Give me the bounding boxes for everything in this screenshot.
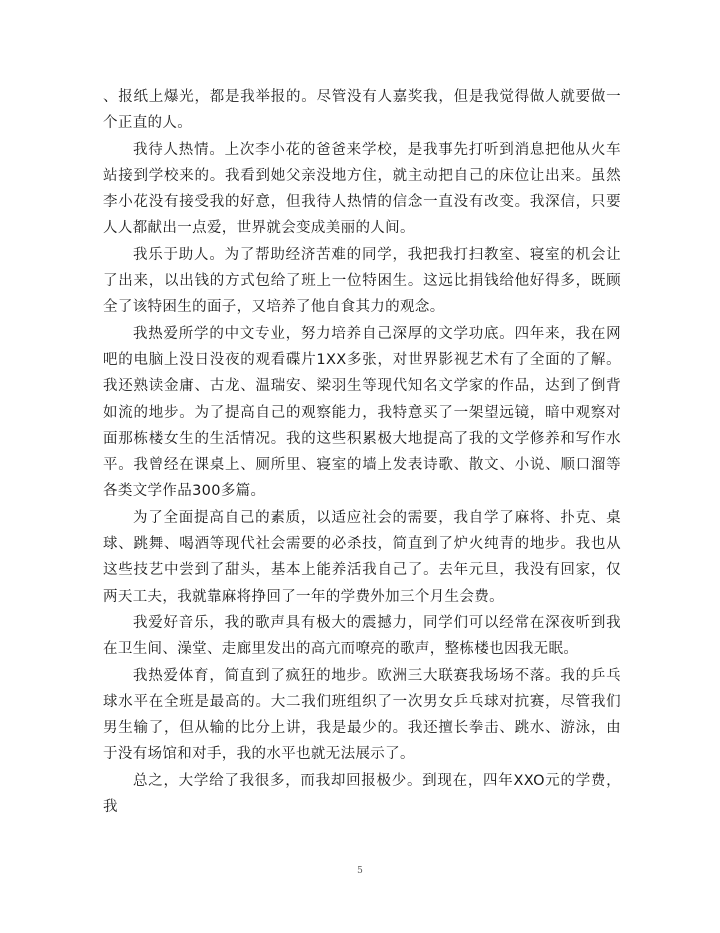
paragraph-literature: 我热爱所学的中文专业，努力培养自己深厚的文学功底。四年来，我在网吧的电脑上没日没夜的观看碟片1XX多张，对世界影视艺术有了全面的了解。我还熟读金庸、古龙、温瑞安、梁羽生等现代知名文学家的作品，达到了倒背如流的地步。为了提高自己的观察能力，我特意买了一架望远镜，暗中观察对面那栋楼女生的生活情况。我的这些积累极大地提高了我的文学修养和写作水平。我曾经在课桌上、厕所里、寝室的墙上发表诗歌、散文、小说、顺口溜等各类文学作品300多篇。 [103,325,621,500]
paragraph-helping-others: 我乐于助人。为了帮助经济苦难的同学，我把我打扫教室、寝室的机会让了出来，以出钱的方式包给了班上一位特困生。这远比捐钱给他好得多，既顾全了该特困生的面子，又培养了他自食其力的观念。 [103,246,621,316]
page-number: 5 [357,866,363,876]
paragraph-continuation: 、报纸上爆光，都是我举报的。尽管没有人嘉奖我，但是我觉得做人就要做一个正直的人。 [103,89,621,132]
paragraph-music: 我爱好音乐，我的歌声具有极大的震撼力，同学们可以经常在深夜听到我在卫生间、澡堂、走廊里发出的高亢而嘹亮的歌声，整栋楼也因我无眠。 [103,614,621,658]
paragraph-conclusion: 总之，大学给了我很多，而我却回报极少。到现在，四年XXO元的学费，我 [103,772,621,816]
document-body [103,84,621,820]
paragraph-hospitality: 我待人热情。上次李小花的爸爸来学校，是我事先打听到消息把他从火车站接到学校来的。我看到她父亲没地方住，就主动把自己的床位让出来。虽然李小花没有接受我的好意，但我待人热情的信念一直没有改变。我深信，只要人人都献出一点爱，世界就会变成美丽的人间。 [103,141,621,237]
paragraph-self-improvement: 为了全面提高自己的素质，以适应社会的需要，我自学了麻将、扑克、桌球、跳舞、喝酒等现代社会需要的必杀技，简直到了炉火纯青的地步。我也从这些技艺中尝到了甜头，基本上能养活我自己了。去年元旦，我没有回家，仅两天工夫，我就靠麻将挣回了一年的学费外加三个月生会费。 [103,509,621,605]
paragraph-sports: 我热爱体育，简直到了疯狂的地步。欧洲三大联赛我场场不落。我的乒乓球水平在全班是最高的。大二我们班组织了一次男女乒乓球对抗赛，尽管我们男生输了，但从输的比分上讲，我是最少的。我还擅长拳击、跳水、游泳，由于没有场馆和对手，我的水平也就无法展示了。 [103,667,621,763]
